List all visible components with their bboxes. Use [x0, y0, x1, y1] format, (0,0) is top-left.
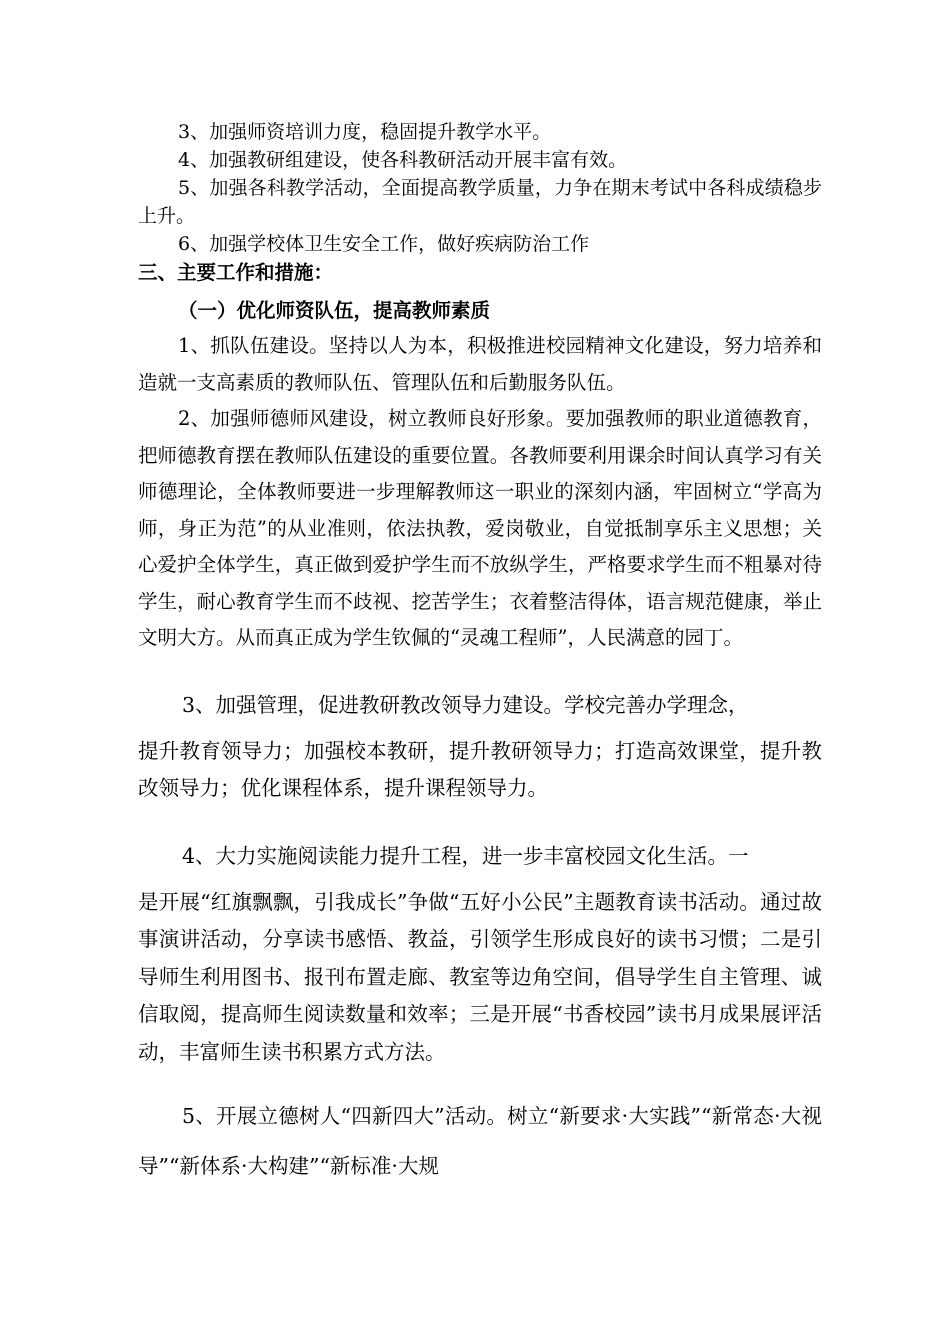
goal-item-5: 5、加强各科教学活动，全面提高教学质量，力争在期末考试中各科成绩稳步上升。: [138, 177, 822, 227]
paragraph-1: 1、抓队伍建设。坚持以人为本，积极推进校园精神文化建设，努力培养和造就一支高素质的教师队伍、管理队伍和后勤服务队伍。: [138, 334, 822, 394]
paragraph-4-body: 是开展“红旗飘飘，引我成长”争做“五好小公民”主题教育读书活动。通过故事演讲活动，分享读书感悟、教益，引领学生形成良好的读书习惯；二是引导师生利用图书、报刊布置走廊、教室等边角空间，倡导学生自主管理、诚信取阅，提高师生阅读数量和效率；三是开展“书香校园”读书月成果展评活动，丰富师生读书积累方式方法。: [138, 889, 822, 1064]
goal-item-3: 3、加强师资培训力度，稳固提升教学水平。: [178, 121, 552, 143]
paragraph-3: [138, 677, 822, 808]
paragraph-2: 2、加强师德师风建设，树立教师良好形象。要加强教师的职业道德教育，把师德教育摆在教师队伍建设的重要位置。各教师要利用课余时间认真学习有关师德理论，全体教师要进一步理解教师这一职业的深刻内涵，牢固树立“学高为师，身正为范”的从业准则，依法执教，爱岗敬业，自觉抵制享乐主义思想；关心爱护全体学生，真正做到爱护学生而不放纵学生，严格要求学生而不粗暴对待学生，耐心教育学生而不歧视、挖苦学生；衣着整洁得体，语言规范健康，举止文明大方。从而真正成为学生钦佩的“灵魂工程师”，人民满意的园丁。: [138, 407, 822, 649]
paragraph-4-first-line: 4、大力实施阅读能力提升工程，进一步丰富校园文化生活。一: [182, 843, 749, 868]
goal-item-6: 6、加强学校体卫生安全工作，做好疾病防治工作: [178, 233, 590, 255]
paragraph-5: 5、开展立德树人“四新四大”活动。树立“新要求·大实践”“新常态·大视导”“新体系·大构建”“新标准·大规: [138, 1104, 822, 1178]
paragraph-3-first-line: 3、加强管理，促进教研教改领导力建设。学校完善办学理念，: [182, 692, 749, 717]
subsection-heading: （一）优化师资队伍，提高教师素质: [178, 299, 491, 322]
section-heading: 三、主要工作和措施：: [138, 261, 334, 284]
goal-item-4: 4、加强教研组建设，使各科教研活动开展丰富有效。: [178, 149, 628, 171]
document-page: [138, 118, 822, 1191]
paragraph-3-body: 提升教育领导力；加强校本教研，提升教研领导力；打造高效课堂，提升教改领导力；优化课程体系，提升课程领导力。: [138, 738, 822, 800]
paragraph-4: [138, 828, 822, 1072]
